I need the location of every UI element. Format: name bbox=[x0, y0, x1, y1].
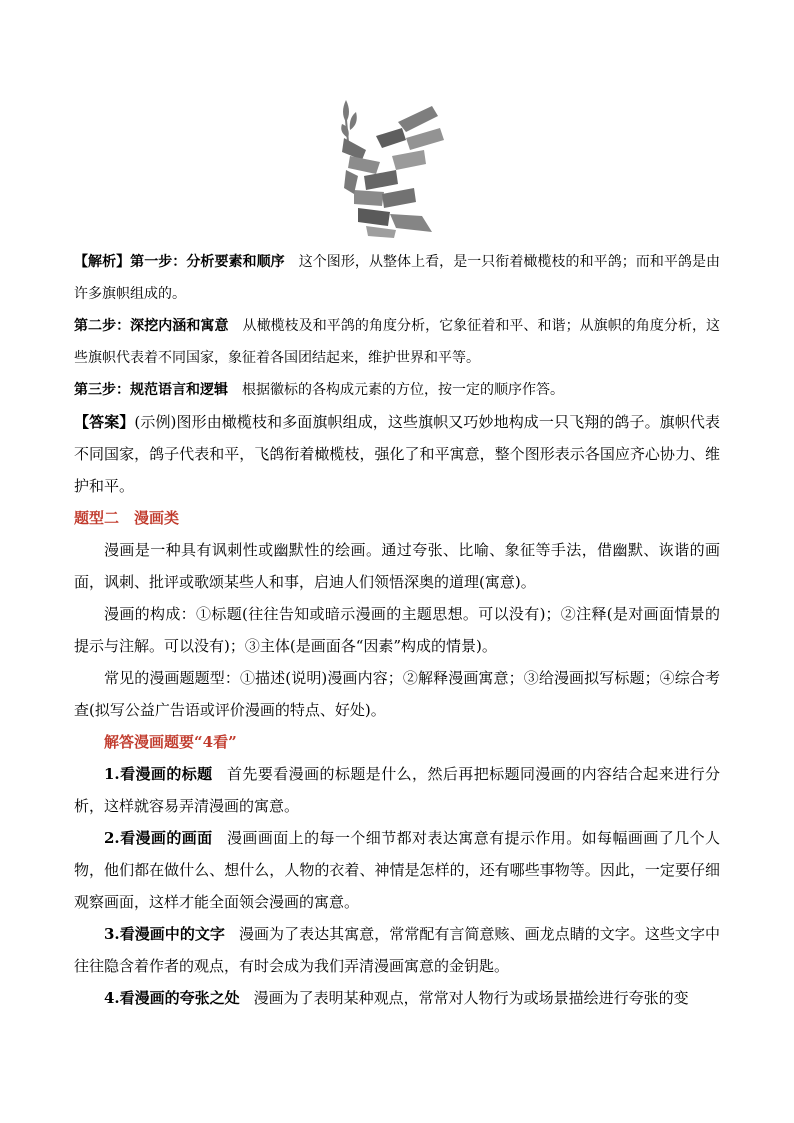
tip-item bbox=[74, 982, 720, 1014]
tip-head: 1.看漫画的标题 bbox=[104, 765, 213, 783]
intro-paragraph: 漫画的构成：①标题(往往告知或暗示漫画的主题思想。可以没有)；②注释(是对画面情景的提示与注解。可以没有)；③主体(是画面各“因素”构成的情景)。 bbox=[74, 605, 720, 655]
tip-head: 4.看漫画的夸张之处 bbox=[104, 989, 240, 1007]
tip-text: 漫画画面上的每一个细节都对表达寓意有提示作用。如每幅画画了几个人物，他们都在做什么、想什么，人物的衣着、神情是怎样的，还有哪些事物等。因此，一定要仔细观察画面，这样才能全面领会漫画的寓意。 bbox=[74, 829, 720, 911]
answer-paragraph bbox=[74, 406, 720, 502]
analysis-step1-text: 这个图形，从整体上看，是一只衔着橄榄枝的和平鸽；而和平鸽是由许多旗帜组成的。 bbox=[74, 254, 721, 302]
intro-paragraph: 漫画是一种具有讽刺性或幽默性的绘画。通过夸张、比喻、象征等手法，借幽默、诙谐的画面，讽刺、批评或歌颂某些人和事，启迪人们领悟深奥的道理(寓意)。 bbox=[74, 541, 720, 591]
analysis-step1 bbox=[74, 246, 720, 310]
intro-paragraph: 常见的漫画题题型：①描述(说明)漫画内容；②解释漫画寓意；③给漫画拟写标题；④综合考查(拟写公益广告语或评价漫画的特点、好处)。 bbox=[74, 669, 720, 719]
tip-head: 2.看漫画的画面 bbox=[104, 829, 213, 847]
analysis-step2 bbox=[74, 310, 720, 374]
analysis-step3-text: 根据徽标的各构成元素的方位，按一定的顺序作答。 bbox=[242, 382, 564, 398]
analysis-step2-tag: 第二步：深挖内涵和寓意 bbox=[74, 318, 229, 334]
tip-item bbox=[74, 758, 720, 822]
answer-tag: 【答案】 bbox=[74, 413, 135, 431]
olive-branch-icon bbox=[341, 100, 357, 142]
main-content bbox=[74, 246, 720, 1014]
analysis-step3-tag: 第三步：规范语言和逻辑 bbox=[74, 382, 228, 398]
tip-item bbox=[74, 918, 720, 982]
analysis-step1-tag: 【解析】第一步：分析要素和顺序 bbox=[74, 254, 285, 270]
tip-text: 首先要看漫画的标题是什么，然后再把标题同漫画的内容结合起来进行分析，这样就容易弄清漫画的寓意。 bbox=[74, 765, 720, 815]
tip-head: 3.看漫画中的文字 bbox=[104, 925, 225, 943]
flags-dove-shape bbox=[342, 106, 444, 238]
answer-text: (示例)图形由橄榄枝和多面旗帜组成，这些旗帜又巧妙地构成一只飞翔的鸽子。旗帜代表不同国家，鸽子代表和平，飞鸽衔着橄榄枝，强化了和平寓意，整个图形表示各国应齐心协力、维护和平。 bbox=[74, 413, 720, 495]
peace-dove-flags-logo bbox=[336, 98, 448, 238]
tip-text: 漫画为了表达其寓意，常常配有言简意赅、画龙点睛的文字。这些文字中往往隐含着作者的观点，有时会成为我们弄清漫画寓意的金钥匙。 bbox=[74, 925, 720, 975]
tips-title: 解答漫画题要“4看” bbox=[104, 733, 237, 751]
analysis-step2-text: 从橄榄枝及和平鸽的角度分析，它象征着和平、和谐；从旗帜的角度分析，这些旗帜代表着不同国家，象征着各国团结起来，维护世界和平等。 bbox=[74, 318, 721, 366]
analysis-step3 bbox=[74, 374, 720, 406]
section-title: 题型二 漫画类 bbox=[74, 509, 180, 527]
tip-text: 漫画为了表明某种观点，常常对人物行为或场景描绘进行夸张的变 bbox=[253, 989, 689, 1007]
tip-item bbox=[74, 822, 720, 918]
